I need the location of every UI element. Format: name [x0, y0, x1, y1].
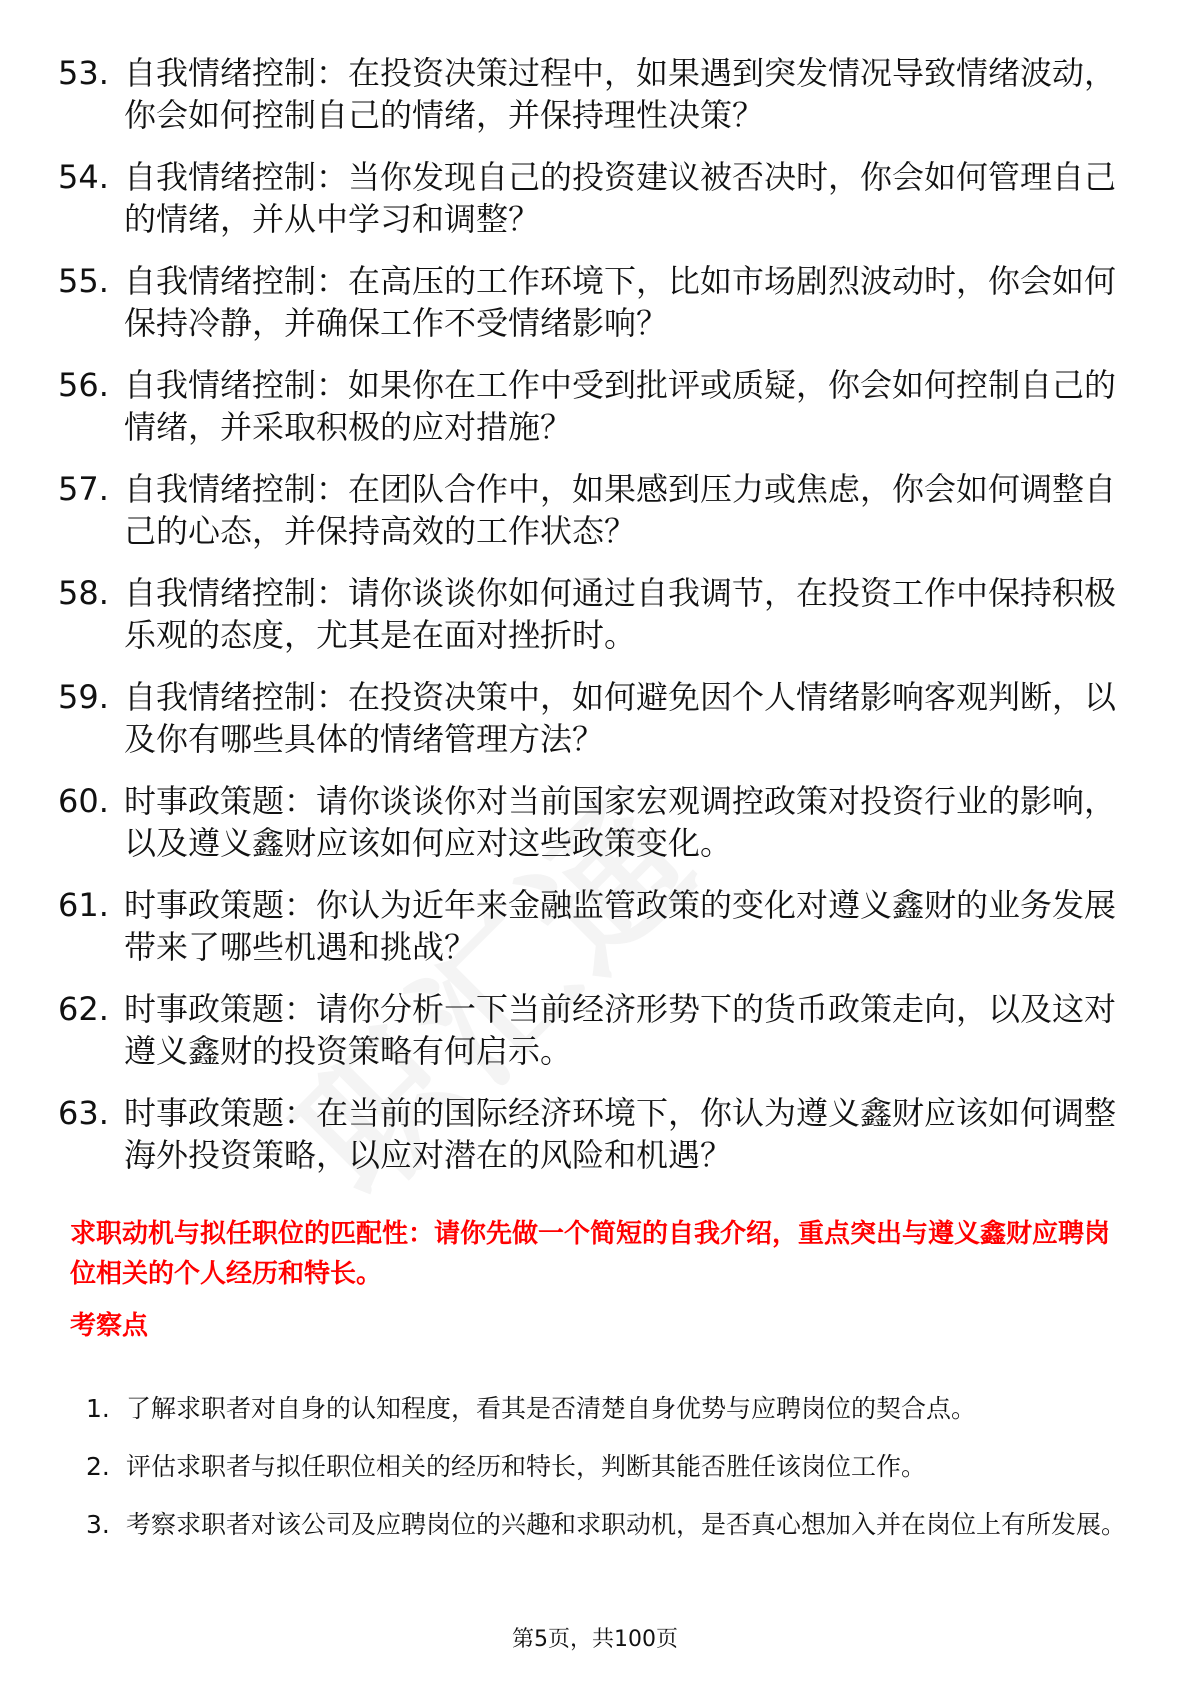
- question-number: 54.: [58, 158, 109, 196]
- question-text: 自我情绪控制：在投资决策中，如何避免因个人情绪影响客观判断，以及你有哪些具体的情绪管理方法？: [124, 678, 1117, 758]
- question-text: 自我情绪控制：请你谈谈你如何通过自我调节，在投资工作中保持积极乐观的态度，尤其是在面对挫折时。: [124, 574, 1117, 654]
- question-text: 时事政策题：请你谈谈你对当前国家宏观调控政策对投资行业的影响，以及遵义鑫财应该如何应对这些政策变化。: [124, 782, 1117, 862]
- list-item: [58, 364, 1118, 448]
- list-item: [58, 52, 1118, 136]
- question-text: 自我情绪控制：在团队合作中，如果感到压力或焦虑，你会如何调整自己的心态，并保持高效的工作状态？: [124, 470, 1117, 550]
- list-item: [58, 156, 1118, 240]
- question-text: 自我情绪控制：如果你在工作中受到批评或质疑，你会如何控制自己的情绪，并采取积极的应对措施？: [124, 366, 1117, 446]
- list-item: [86, 1496, 1126, 1554]
- point-number: 1.: [86, 1394, 110, 1423]
- point-number: 2.: [86, 1452, 110, 1481]
- list-item: [58, 780, 1118, 864]
- point-text: 评估求职者与拟任职位相关的经历和特长，判断其能否胜任该岗位工作。: [126, 1452, 927, 1481]
- question-text: 自我情绪控制：在高压的工作环境下，比如市场剧烈波动时，你会如何保持冷静，并确保工作不受情绪影响？: [124, 262, 1117, 342]
- question-text: 时事政策题：在当前的国际经济环境下，你认为遵义鑫财应该如何调整海外投资策略，以应对潜在的风险和机遇？: [124, 1094, 1117, 1174]
- question-list: [58, 52, 1118, 1196]
- question-number: 53.: [58, 54, 109, 92]
- question-number: 58.: [58, 574, 109, 612]
- list-item: [86, 1438, 1126, 1496]
- question-number: 57.: [58, 470, 109, 508]
- question-text: 时事政策题：你认为近年来金融监管政策的变化对遵义鑫财的业务发展带来了哪些机遇和挑战？: [124, 886, 1117, 966]
- point-number: 3.: [86, 1510, 110, 1539]
- focus-points-list: [86, 1380, 1126, 1554]
- question-number: 62.: [58, 990, 109, 1028]
- page-footer: 第5页，共100页: [512, 1627, 678, 1652]
- question-text: 自我情绪控制：当你发现自己的投资建议被否决时，你会如何管理自己的情绪，并从中学习和调整？: [124, 158, 1117, 238]
- list-item: [58, 884, 1118, 968]
- list-item: [58, 988, 1118, 1072]
- question-text: 时事政策题：请你分析一下当前经济形势下的货币政策走向，以及这对遵义鑫财的投资策略有何启示。: [124, 990, 1117, 1070]
- list-item: [58, 260, 1118, 344]
- list-item: [58, 468, 1118, 552]
- question-number: 61.: [58, 886, 109, 924]
- focus-points-label: 考察点: [70, 1311, 149, 1341]
- list-item: [58, 1092, 1118, 1176]
- question-number: 56.: [58, 366, 109, 404]
- question-text: 自我情绪控制：在投资决策过程中，如果遇到突发情况导致情绪波动，你会如何控制自己的情绪，并保持理性决策？: [124, 54, 1117, 134]
- list-item: [58, 572, 1118, 656]
- list-item: [58, 676, 1118, 760]
- question-number: 63.: [58, 1094, 109, 1132]
- question-number: 55.: [58, 262, 109, 300]
- section-heading: 求职动机与拟任职位的匹配性：请你先做一个简短的自我介绍，重点突出与遵义鑫财应聘岗位相关的个人经历和特长。: [70, 1219, 1111, 1289]
- question-number: 59.: [58, 678, 109, 716]
- point-text: 考察求职者对该公司及应聘岗位的兴趣和求职动机，是否真心想加入并在岗位上有所发展。: [126, 1510, 1127, 1539]
- question-number: 60.: [58, 782, 109, 820]
- point-text: 了解求职者对自身的认知程度，看其是否清楚自身优势与应聘岗位的契合点。: [126, 1394, 977, 1423]
- list-item: [86, 1380, 1126, 1438]
